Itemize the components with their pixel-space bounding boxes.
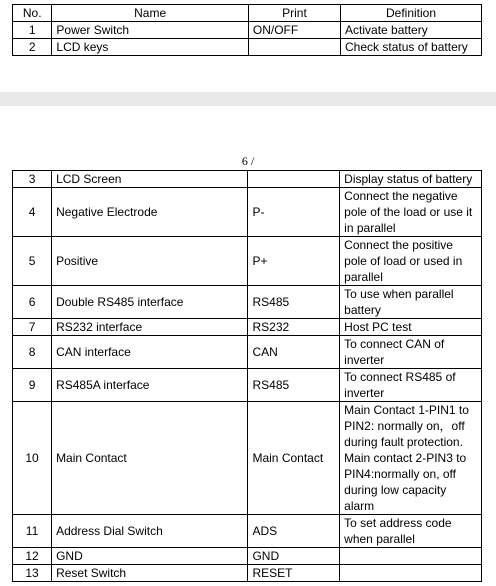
table-row (13, 548, 482, 565)
cell-definition: To connect RS485 of inverter (340, 369, 482, 402)
component-table-top (12, 4, 482, 56)
table-row (13, 237, 482, 286)
table-row (13, 515, 482, 548)
cell-print: CAN (248, 336, 340, 369)
cell-print: P+ (248, 237, 340, 286)
cell-name: LCD Screen (52, 171, 248, 188)
cell-name: Negative Electrode (52, 188, 248, 237)
table-row (13, 369, 482, 402)
cell-no: 10 (13, 402, 52, 515)
cell-name: LCD keys (52, 39, 248, 56)
table-row (13, 565, 482, 582)
cell-no: 13 (13, 565, 52, 582)
cell-print: GND (248, 548, 340, 565)
table-header-row (13, 5, 482, 22)
header-no: No. (13, 5, 52, 22)
header-definition: Definition (341, 5, 482, 22)
cell-definition: To set address code when parallel (340, 515, 482, 548)
cell-definition: Display status of battery (340, 171, 482, 188)
table-row (13, 402, 482, 515)
cell-print: Main Contact (248, 402, 340, 515)
table-row (13, 286, 482, 319)
cell-print: P- (248, 188, 340, 237)
cell-no: 5 (13, 237, 52, 286)
cell-definition: Connect the negative pole of the load or use it in parallel (340, 188, 482, 237)
cell-no: 7 (13, 319, 52, 336)
cell-no: 9 (13, 369, 52, 402)
cell-name: Main Contact (52, 402, 248, 515)
table-row (13, 22, 482, 39)
header-print: Print (248, 5, 340, 22)
cell-no: 8 (13, 336, 52, 369)
component-table-bottom (12, 170, 482, 582)
cell-definition: To connect CAN of inverter (340, 336, 482, 369)
cell-definition (340, 548, 482, 565)
table-row (13, 171, 482, 188)
cell-definition (340, 565, 482, 582)
cell-print: RS485 (248, 286, 340, 319)
cell-print: RS485 (248, 369, 340, 402)
cell-no: 3 (13, 171, 52, 188)
cell-print (248, 171, 340, 188)
cell-no: 11 (13, 515, 52, 548)
cell-no: 4 (13, 188, 52, 237)
cell-definition: Check status of battery (341, 39, 482, 56)
cell-print: RS232 (248, 319, 340, 336)
cell-definition: Host PC test (340, 319, 482, 336)
cell-name: RS232 interface (52, 319, 248, 336)
cell-print: RESET (248, 565, 340, 582)
cell-print (248, 39, 340, 56)
cell-definition: Activate battery (341, 22, 482, 39)
cell-no: 2 (13, 39, 52, 56)
cell-name: Address Dial Switch (52, 515, 248, 548)
cell-no: 1 (13, 22, 52, 39)
header-name: Name (52, 5, 248, 22)
cell-name: Positive (52, 237, 248, 286)
cell-no: 12 (13, 548, 52, 565)
table-row (13, 319, 482, 336)
cell-name: Reset Switch (52, 565, 248, 582)
cell-name: Power Switch (52, 22, 248, 39)
table-row (13, 336, 482, 369)
cell-print: ADS (248, 515, 340, 548)
cell-name: GND (52, 548, 248, 565)
page-separator (0, 92, 496, 106)
cell-no: 6 (13, 286, 52, 319)
cell-name: Double RS485 interface (52, 286, 248, 319)
page-number: 6 / (241, 154, 255, 168)
cell-definition: To use when parallel battery (340, 286, 482, 319)
cell-definition: Main Contact 1-PIN1 to PIN2: normally on，off during fault protection. Main contact 2-PIN3 to PIN4:normally on, off during low capacity alarm (340, 402, 482, 515)
cell-print: ON/OFF (248, 22, 340, 39)
cell-definition: Connect the positive pole of load or used in parallel (340, 237, 482, 286)
table-row (13, 188, 482, 237)
table-row (13, 39, 482, 56)
cell-name: CAN interface (52, 336, 248, 369)
cell-name: RS485A interface (52, 369, 248, 402)
